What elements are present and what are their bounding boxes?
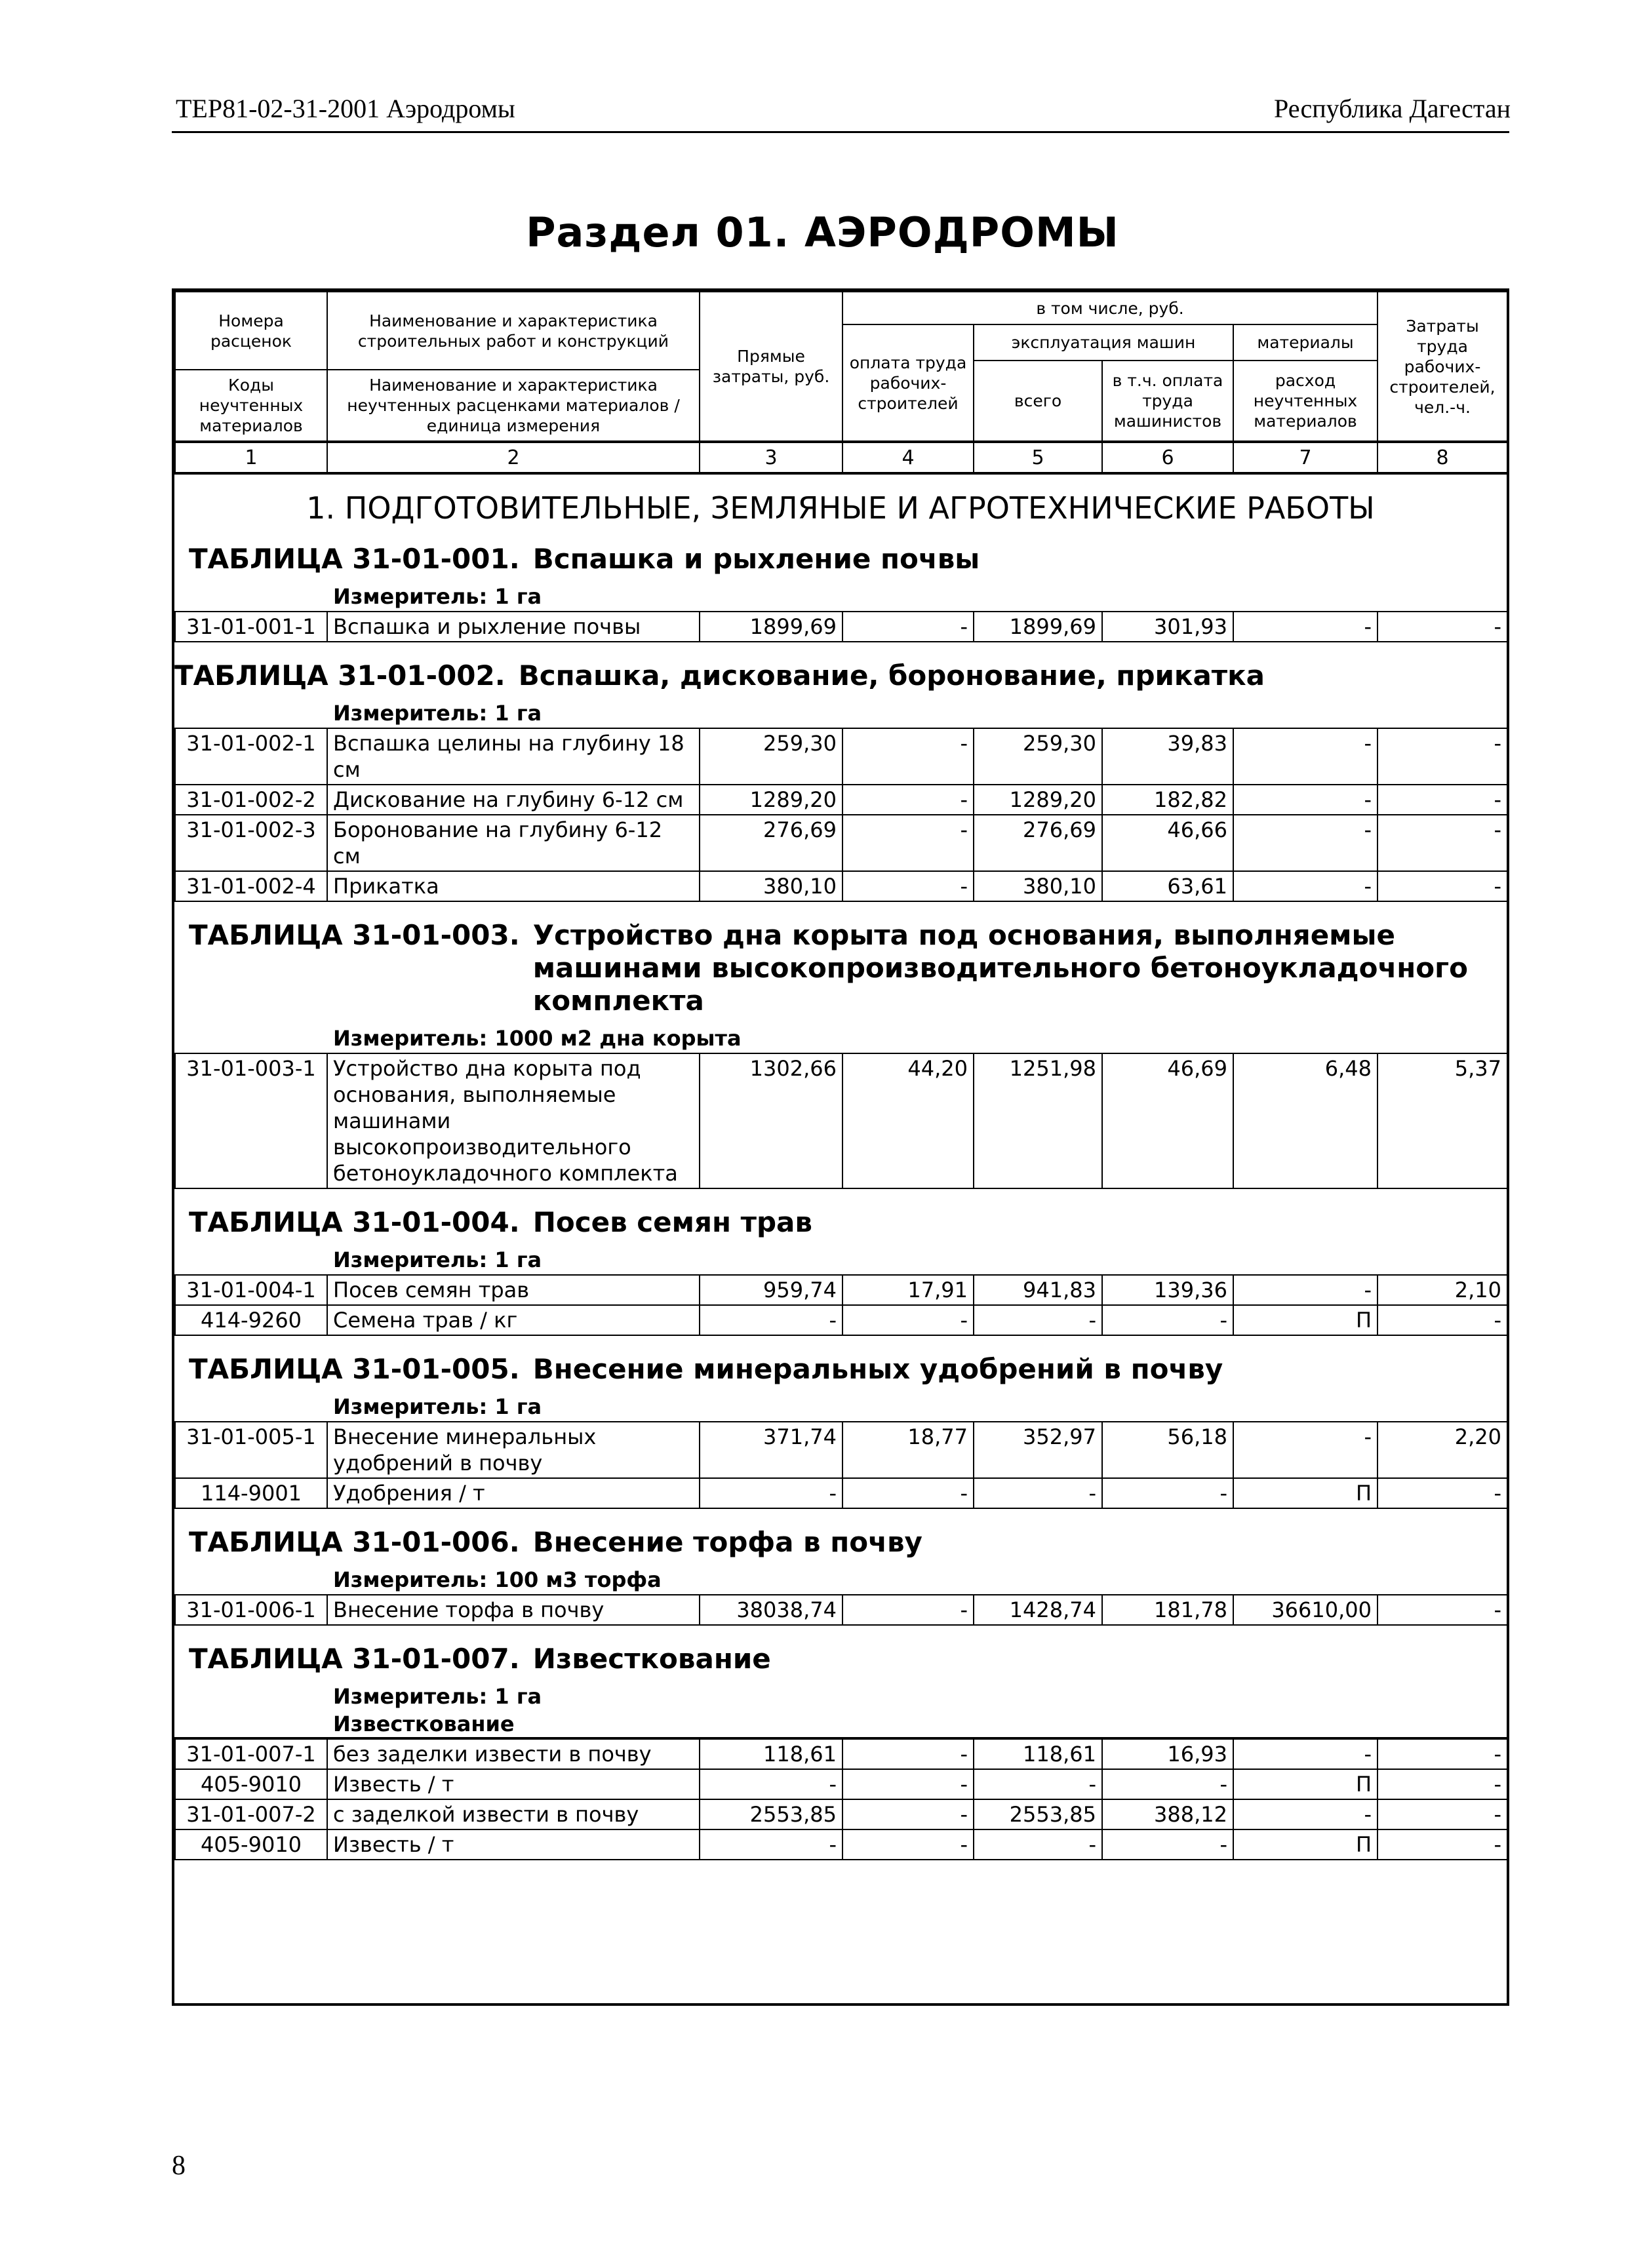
table-row: [175, 871, 1507, 901]
table-cell: Внесение минеральных удобрений в почву: [327, 1422, 700, 1478]
table-cell: 941,83: [974, 1275, 1102, 1305]
table-cell: 31-01-006-1: [175, 1595, 327, 1625]
table-cell: -: [842, 815, 974, 871]
table-cell: -: [1377, 1305, 1507, 1335]
table-cell: 31-01-002-2: [175, 785, 327, 815]
table-row: [175, 1739, 1507, 1769]
table-cell: 139,36: [1102, 1275, 1233, 1305]
page-title: Раздел 01. АЭРОДРОМЫ: [526, 208, 1119, 256]
table-cell: Внесение торфа в почву: [327, 1595, 700, 1625]
table-cell: 16,93: [1102, 1739, 1233, 1769]
tables-container: [174, 543, 1507, 1860]
table-cell: -: [700, 1769, 842, 1799]
table-cell: 380,10: [700, 871, 842, 901]
table-name: Вспашка и рыхление почвы: [532, 543, 980, 575]
table-cell: 56,18: [1102, 1422, 1233, 1478]
table-cell: 1251,98: [974, 1053, 1102, 1188]
table-cell: 371,74: [700, 1422, 842, 1478]
table-cell: 36610,00: [1233, 1595, 1377, 1625]
running-header-left: ТЕР81-02-31-2001 Аэродромы: [176, 94, 515, 123]
table-cell: 46,69: [1102, 1053, 1233, 1188]
table-row: [175, 815, 1507, 871]
table-cell: 38038,74: [700, 1595, 842, 1625]
col-number: 5: [974, 442, 1102, 473]
col-number: 7: [1233, 442, 1377, 473]
table-name: Устройство дна корыта под основания, выполняемые машинами высокопроизводительного бетоноукладочного комплекта: [532, 919, 1468, 1017]
table-code: ТАБЛИЦА 31-01-001.: [189, 543, 520, 575]
table-measure-unit: Измеритель: 1 га: [333, 1247, 542, 1272]
table-cell: с заделкой извести в почву: [327, 1799, 700, 1829]
table-name: Внесение торфа в почву: [532, 1526, 922, 1558]
table-cell: 1899,69: [700, 612, 842, 642]
col-number: 8: [1377, 442, 1507, 473]
table-cell: -: [1377, 1595, 1507, 1625]
page-number: 8: [172, 2151, 186, 2181]
table-code: ТАБЛИЦА 31-01-003.: [189, 919, 520, 951]
column-header-table: [174, 291, 1508, 475]
rate-table: [174, 1738, 1508, 1860]
table-title: [174, 1353, 1507, 1386]
table-cell: 259,30: [700, 728, 842, 785]
table-cell: -: [1233, 612, 1377, 642]
table-cell: -: [842, 1829, 974, 1860]
table-cell: 2553,85: [974, 1799, 1102, 1829]
table-cell: -: [1102, 1305, 1233, 1335]
table-row: [175, 1829, 1507, 1860]
table-cell: 405-9010: [175, 1769, 327, 1799]
table-name: Вспашка, дискование, боронование, прикатка: [518, 659, 1265, 692]
table-cell: Дискование на глубину 6-12 см: [327, 785, 700, 815]
table-cell: 1289,20: [700, 785, 842, 815]
rate-table: [174, 611, 1508, 642]
table-row: [175, 1053, 1507, 1188]
table-title: [174, 1526, 1507, 1559]
table-cell: Посев семян трав: [327, 1275, 700, 1305]
table-row: [175, 1799, 1507, 1829]
table-cell: 63,61: [1102, 871, 1233, 901]
table-cell: -: [974, 1829, 1102, 1860]
table-code: ТАБЛИЦА 31-01-007.: [189, 1643, 520, 1675]
table-name: Известкование: [532, 1643, 771, 1675]
table-cell: -: [1233, 871, 1377, 901]
col-labor-costs: Затраты труда рабочих-строителей, чел.-ч.: [1377, 292, 1507, 442]
table-cell: -: [1377, 1799, 1507, 1829]
col-number: 1: [175, 442, 327, 473]
table-cell: -: [700, 1829, 842, 1860]
table-cell: 39,83: [1102, 728, 1233, 785]
table-cell: -: [1233, 815, 1377, 871]
col-codes-top: Номера расценок: [175, 292, 327, 370]
col-materials: материалы: [1233, 324, 1377, 361]
table-cell: -: [842, 1478, 974, 1508]
table-measure-unit: Измеритель: 1 га: [333, 1684, 542, 1709]
table-cell: -: [1233, 1799, 1377, 1829]
table-cell: -: [842, 1769, 974, 1799]
table-cell: -: [1233, 1422, 1377, 1478]
table-cell: 1289,20: [974, 785, 1102, 815]
table-row: [175, 1595, 1507, 1625]
col-number: 3: [700, 442, 842, 473]
table-cell: 405-9010: [175, 1829, 327, 1860]
table-cell: -: [700, 1305, 842, 1335]
table-cell: 31-01-002-1: [175, 728, 327, 785]
running-header-right: Республика Дагестан: [1274, 94, 1511, 123]
table-measure-unit: Измеритель: 1000 м2 дна корыта: [333, 1026, 742, 1051]
table-title: [174, 543, 1507, 576]
table-row: [175, 785, 1507, 815]
col-number: 6: [1102, 442, 1233, 473]
col-direct-costs: Прямые затраты, руб.: [700, 292, 842, 442]
table-title: [174, 659, 1507, 692]
table-cell: 2,10: [1377, 1275, 1507, 1305]
table-cell: -: [1377, 612, 1507, 642]
table-cell: -: [1377, 1769, 1507, 1799]
table-cell: -: [1377, 1829, 1507, 1860]
table-cell: 352,97: [974, 1422, 1102, 1478]
table-cell: 31-01-005-1: [175, 1422, 327, 1478]
col-machines-labor: в т.ч. оплата труда машинистов: [1102, 361, 1233, 442]
table-cell: 31-01-007-1: [175, 1739, 327, 1769]
table-sub-label: Известкование: [174, 1711, 1507, 1738]
table-cell: -: [1377, 1739, 1507, 1769]
table-cell: 1899,69: [974, 612, 1102, 642]
table-cell: 414-9260: [175, 1305, 327, 1335]
table-cell: П: [1233, 1305, 1377, 1335]
table-cell: -: [842, 612, 974, 642]
table-row: [175, 1305, 1507, 1335]
table-cell: -: [842, 1739, 974, 1769]
table-cell: -: [1233, 1275, 1377, 1305]
table-cell: 31-01-001-1: [175, 612, 327, 642]
table-cell: 31-01-002-3: [175, 815, 327, 871]
table-cell: 17,91: [842, 1275, 974, 1305]
col-labor-pay: оплата труда рабочих-строителей: [842, 324, 974, 442]
table-measure-unit: Измеритель: 1 га: [333, 584, 542, 609]
table-measure-unit: Измеритель: 1 га: [333, 701, 542, 726]
table-cell: Семена трав / кг: [327, 1305, 700, 1335]
col-machines: эксплуатация машин: [974, 324, 1233, 361]
table-code: ТАБЛИЦА 31-01-006.: [189, 1526, 520, 1558]
table-cell: 31-01-002-4: [175, 871, 327, 901]
table-cell: 31-01-003-1: [175, 1053, 327, 1188]
table-cell: 114-9001: [175, 1478, 327, 1508]
table-cell: Известь / т: [327, 1769, 700, 1799]
col-materials-sub: расход неучтенных материалов: [1233, 361, 1377, 442]
table-cell: -: [1233, 728, 1377, 785]
col-number: 4: [842, 442, 974, 473]
table-code: ТАБЛИЦА 31-01-002.: [174, 659, 505, 692]
table-cell: 18,77: [842, 1422, 974, 1478]
table-cell: -: [974, 1478, 1102, 1508]
table-cell: 1302,66: [700, 1053, 842, 1188]
col-codes-bottom: Коды неучтенных материалов: [175, 370, 327, 442]
table-title: [174, 1206, 1507, 1239]
table-cell: 276,69: [700, 815, 842, 871]
document-body: [174, 467, 1507, 1860]
table-row: [175, 1478, 1507, 1508]
table-cell: 380,10: [974, 871, 1102, 901]
table-cell: П: [1233, 1478, 1377, 1508]
table-cell: Вспашка и рыхление почвы: [327, 612, 700, 642]
table-code: ТАБЛИЦА 31-01-004.: [189, 1206, 520, 1238]
table-cell: Удобрения / т: [327, 1478, 700, 1508]
table-cell: 5,37: [1377, 1053, 1507, 1188]
section-title: 1. ПОДГОТОВИТЕЛЬНЫЕ, ЗЕМЛЯНЫЕ И АГРОТЕХНИЧЕСКИЕ РАБОТЫ: [306, 490, 1375, 526]
table-cell: -: [974, 1305, 1102, 1335]
table-cell: П: [1233, 1829, 1377, 1860]
col-name-bottom: Наименование и характеристика неучтенных расценками материалов / единица измерения: [327, 370, 700, 442]
col-including: в том числе, руб.: [842, 292, 1377, 324]
rate-table: [174, 1053, 1508, 1189]
col-number: 2: [327, 442, 700, 473]
table-title: [174, 919, 1507, 1017]
table-cell: П: [1233, 1769, 1377, 1799]
table-cell: Вспашка целины на глубину 18 см: [327, 728, 700, 785]
rate-table: [174, 1594, 1508, 1626]
table-cell: -: [842, 1595, 974, 1625]
col-machines-total: всего: [974, 361, 1102, 442]
table-measure-unit: Измеритель: 100 м3 торфа: [333, 1567, 662, 1592]
document-table-frame: [172, 288, 1509, 2006]
table-cell: -: [842, 1305, 974, 1335]
table-cell: -: [1377, 815, 1507, 871]
table-row: [175, 1769, 1507, 1799]
header-rule: [172, 131, 1509, 133]
table-cell: -: [700, 1478, 842, 1508]
table-cell: 276,69: [974, 815, 1102, 871]
table-cell: 118,61: [700, 1739, 842, 1769]
table-title: [174, 1643, 1507, 1675]
table-cell: 46,66: [1102, 815, 1233, 871]
table-cell: -: [1377, 1478, 1507, 1508]
table-cell: 44,20: [842, 1053, 974, 1188]
table-cell: -: [1377, 785, 1507, 815]
table-cell: 2,20: [1377, 1422, 1507, 1478]
table-cell: 1428,74: [974, 1595, 1102, 1625]
table-cell: 301,93: [1102, 612, 1233, 642]
table-cell: Устройство дна корыта под основания, выполняемые машинами высокопроизводительного бетоноукладочного комплекта: [327, 1053, 700, 1188]
table-name: Внесение минеральных удобрений в почву: [532, 1353, 1223, 1385]
table-cell: -: [1377, 728, 1507, 785]
rate-table: [174, 1274, 1508, 1336]
table-cell: Боронование на глубину 6-12 см: [327, 815, 700, 871]
table-cell: 2553,85: [700, 1799, 842, 1829]
table-cell: 31-01-007-2: [175, 1799, 327, 1829]
table-cell: Известь / т: [327, 1829, 700, 1860]
table-row: [175, 1275, 1507, 1305]
table-cell: -: [842, 728, 974, 785]
table-cell: -: [842, 1799, 974, 1829]
table-cell: -: [1233, 1739, 1377, 1769]
table-cell: 181,78: [1102, 1595, 1233, 1625]
table-row: [175, 728, 1507, 785]
table-name: Посев семян трав: [532, 1206, 812, 1238]
table-cell: -: [1233, 785, 1377, 815]
table-cell: 6,48: [1233, 1053, 1377, 1188]
table-cell: 388,12: [1102, 1799, 1233, 1829]
rate-table: [174, 728, 1508, 902]
table-cell: -: [1102, 1478, 1233, 1508]
table-cell: -: [842, 785, 974, 815]
table-measure-unit: Измеритель: 1 га: [333, 1394, 542, 1419]
table-row: [175, 612, 1507, 642]
table-cell: 182,82: [1102, 785, 1233, 815]
table-cell: -: [842, 871, 974, 901]
table-cell: 118,61: [974, 1739, 1102, 1769]
table-row: [175, 1422, 1507, 1478]
table-cell: 959,74: [700, 1275, 842, 1305]
table-cell: -: [1377, 871, 1507, 901]
table-cell: -: [1102, 1829, 1233, 1860]
col-name-top: Наименование и характеристика строительных работ и конструкций: [327, 292, 700, 370]
table-cell: Прикатка: [327, 871, 700, 901]
table-cell: -: [1102, 1769, 1233, 1799]
table-cell: 31-01-004-1: [175, 1275, 327, 1305]
table-cell: без заделки извести в почву: [327, 1739, 700, 1769]
table-code: ТАБЛИЦА 31-01-005.: [189, 1353, 520, 1385]
table-cell: -: [974, 1769, 1102, 1799]
rate-table: [174, 1421, 1508, 1509]
table-cell: 259,30: [974, 728, 1102, 785]
